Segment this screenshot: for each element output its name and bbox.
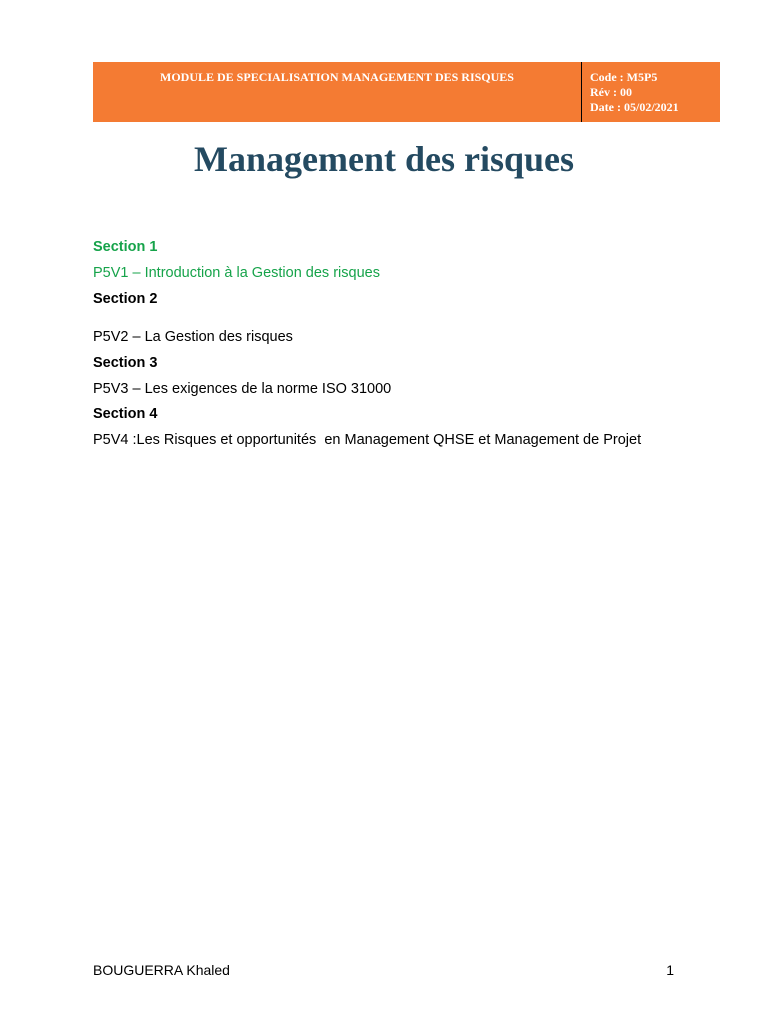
document-date: Date : 05/02/2021 <box>590 100 679 114</box>
document-code: Code : M5P5 <box>590 70 658 84</box>
document-metadata <box>582 62 720 122</box>
document-revision: Rév : 00 <box>590 85 632 99</box>
section-2-label: Section 2 <box>93 291 158 307</box>
section-4-item: P5V4 :Les Risques et opportunités en Management QHSE et Management de Projet <box>93 432 642 448</box>
table-of-contents <box>93 238 673 450</box>
section-4-label: Section 4 <box>93 406 158 422</box>
section-1-item: P5V1 – Introduction à la Gestion des risques <box>93 265 380 281</box>
section-3-label: Section 3 <box>93 355 158 371</box>
document-header <box>93 62 720 122</box>
footer-author: BOUGUERRA Khaled <box>93 962 230 978</box>
page-title: Management des risques <box>194 139 574 179</box>
section-2-item: P5V2 – La Gestion des risques <box>93 329 293 345</box>
section-1-label: Section 1 <box>93 239 158 255</box>
module-title: MODULE DE SPECIALISATION MANAGEMENT DES RISQUES <box>93 62 582 122</box>
section-3-item: P5V3 – Les exigences de la norme ISO 31000 <box>93 381 392 397</box>
page-number: 1 <box>666 962 674 978</box>
